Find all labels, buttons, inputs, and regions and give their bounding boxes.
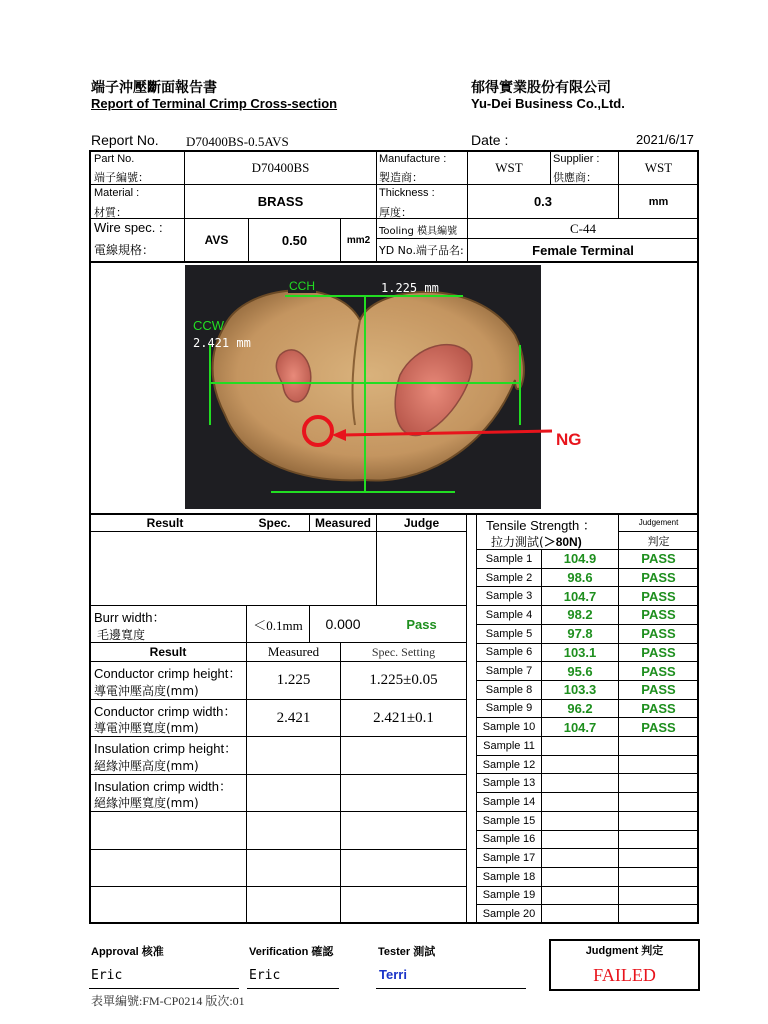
sample-judge (619, 849, 698, 867)
supplier-value: WST (644, 159, 673, 175)
part-no-value: D70400BS (251, 159, 310, 175)
sample-divider (477, 755, 698, 756)
sample-name: Sample 3 (485, 590, 533, 603)
sample-name: Sample 19 (482, 889, 536, 902)
judge-header: Judge (403, 515, 440, 530)
approval-value: Eric (91, 968, 123, 983)
company-cn: 郁得實業股份有限公司 (471, 80, 611, 96)
sample-name: Sample 5 (485, 627, 533, 640)
title-cn: 端子沖壓斷面報告書 (91, 80, 217, 96)
yd-no-value: Female Terminal (532, 242, 634, 258)
sample-name: Sample 10 (482, 721, 536, 734)
sample-divider (477, 605, 698, 606)
crimp-row-cn: 絕緣沖壓高度(mm) (94, 759, 199, 773)
manufacture-value: WST (495, 159, 523, 175)
sample-divider (477, 811, 698, 812)
ccw-label: CCW (193, 318, 225, 333)
crimp-cross-section-image (185, 265, 541, 509)
sample-judge: PASS (641, 682, 676, 698)
sample-judge (619, 831, 698, 849)
crimp-row-cn: 導電沖壓寬度(mm) (94, 721, 199, 735)
sample-divider (477, 568, 698, 569)
sample-judge: PASS (641, 700, 676, 716)
sample-divider (477, 736, 698, 737)
sample-value (542, 849, 618, 867)
thickness-value: 0.3 (533, 194, 553, 209)
sample-divider (477, 904, 698, 905)
supplier-cn: 供應商： (553, 171, 597, 184)
crimp-row-measured: 1.225 (276, 672, 311, 688)
sample-value (542, 887, 618, 905)
sample-name: Sample 12 (482, 758, 536, 771)
crimp-row-cn: 導電沖壓高度(mm) (94, 684, 199, 698)
sample-value (542, 737, 618, 755)
sample-divider (477, 886, 698, 887)
crimp-row-spec: 2.421±0.1 (373, 709, 434, 726)
sample-name: Sample 13 (482, 777, 536, 790)
wire-size: 0.50 (281, 232, 308, 248)
form-number: 表單編號:FM-CP0214 版次:01 (91, 994, 245, 1008)
manufacture-label: Manufacture : (379, 153, 447, 165)
sample-judge: PASS (641, 607, 676, 623)
tensile-title-cn-text: 拉力測試( (491, 535, 544, 549)
sample-name: Sample 20 (482, 908, 536, 921)
sample-judge (619, 756, 698, 774)
judgment-label: Judgment 判定 (585, 945, 664, 957)
judgement-header: Judgement (638, 518, 679, 527)
result-header: Result (146, 515, 184, 530)
material-label: Material : (94, 187, 140, 199)
report-no-label: Report No. (91, 132, 159, 148)
sample-judge (619, 812, 698, 830)
tensile-title: Tensile Strength ： (486, 518, 596, 533)
sample-value: 103.3 (563, 682, 597, 698)
sample-name: Sample 11 (483, 739, 535, 752)
sample-divider (477, 643, 698, 644)
sample-value (542, 756, 618, 774)
sample-divider (477, 830, 698, 831)
sample-value: 97.8 (567, 626, 593, 642)
sample-value: 104.9 (563, 551, 597, 567)
sample-divider (477, 792, 698, 793)
tester-value: Terri (379, 967, 407, 982)
measured-header: Measured (314, 515, 372, 530)
sample-name: Sample 8 (485, 683, 533, 696)
sample-judge (619, 887, 698, 905)
crimp-row-spec (341, 737, 466, 774)
sample-name: Sample 18 (482, 870, 536, 883)
burr-width-label: Burr width： (94, 610, 166, 625)
crimp-row-label: Conductor crimp width： (94, 704, 237, 719)
crimp-row-label: Insulation crimp width： (94, 779, 232, 794)
approval-label: Approval 核准 (91, 946, 164, 958)
material-value: BRASS (257, 194, 304, 209)
sample-name: Sample 14 (482, 795, 536, 808)
report-no-value: D70400BS-0.5AVS (186, 134, 289, 149)
sample-value (542, 905, 618, 923)
sample-divider (477, 586, 698, 587)
sample-divider (477, 773, 698, 774)
sample-value: 104.7 (563, 588, 597, 604)
ng-arrow-icon (330, 422, 554, 448)
sample-value (542, 868, 618, 886)
sample-name: Sample 17 (482, 852, 536, 865)
sample-divider (477, 680, 698, 681)
sample-name: Sample 15 (482, 814, 536, 827)
tooling-value: C-44 (570, 220, 596, 236)
judgment-value: FAILED (593, 965, 656, 985)
sample-judge: PASS (641, 719, 676, 735)
tensile-requirement: ＞80N) (543, 535, 582, 549)
spec-header: Spec. (258, 515, 291, 530)
sample-judge (619, 737, 698, 755)
burr-spec: ＜0.1mm (253, 617, 303, 633)
sample-judge: PASS (641, 551, 676, 567)
sample-judge: PASS (641, 663, 676, 679)
sample-judge: PASS (641, 570, 676, 586)
judgement-header-cn: 判定 (647, 534, 670, 548)
sample-judge (619, 793, 698, 811)
tester-label: Tester 測試 (378, 946, 436, 958)
part-no-label: Part No. (94, 153, 135, 165)
sample-value: 98.6 (567, 570, 593, 586)
sample-value: 104.7 (563, 719, 597, 735)
sample-name: Sample 16 (482, 833, 536, 846)
sample-name: Sample 1 (485, 552, 533, 565)
burr-judge: Pass (406, 616, 437, 632)
sample-name: Sample 2 (485, 571, 533, 584)
sample-value: 103.1 (563, 644, 597, 660)
sample-divider (477, 848, 698, 849)
burr-measured: 0.000 (325, 616, 361, 632)
sample-divider (477, 867, 698, 868)
title-en: Report of Terminal Crimp Cross-section (91, 96, 338, 111)
date-value: 2021/6/17 (636, 132, 694, 147)
ng-label: NG (556, 430, 582, 449)
sample-value (542, 774, 618, 792)
spec-setting-header: Spec. Setting (371, 644, 436, 659)
thickness-label: Thickness : (379, 187, 435, 199)
sample-value (542, 793, 618, 811)
crimp-row-label: Insulation crimp height： (94, 741, 238, 756)
burr-width-cn: 毛邊寬度 (97, 628, 146, 642)
part-no-cn: 端子編號： (94, 171, 149, 184)
crimp-row-measured (247, 775, 340, 811)
ccw-value: 2.421 mm (193, 336, 251, 350)
wire-spec-cn: 電線規格： (94, 243, 155, 257)
sample-value (542, 831, 618, 849)
sample-name: Sample 4 (485, 608, 533, 621)
sample-judge: PASS (641, 626, 676, 642)
verification-label: Verification 確認 (249, 946, 334, 958)
manufacture-cn: 製造商： (379, 171, 423, 184)
crimp-row-measured: 2.421 (276, 709, 311, 726)
wire-type: AVS (204, 233, 229, 247)
sample-value: 98.2 (567, 607, 593, 623)
measured2-header: Measured (267, 644, 320, 659)
sample-divider (477, 699, 698, 700)
sample-judge: PASS (641, 588, 676, 604)
tooling-label: Tooling 模具編號 (379, 226, 458, 237)
sample-name: Sample 6 (485, 646, 533, 659)
verification-value: Eric (249, 968, 281, 983)
date-label: Date : (471, 132, 509, 148)
thickness-unit: mm (648, 195, 669, 208)
sample-judge (619, 905, 698, 923)
sample-judge (619, 774, 698, 792)
thickness-cn: 厚度： (379, 206, 412, 219)
crimp-row-spec (341, 775, 466, 811)
wire-unit: mm2 (346, 234, 371, 246)
result2-header: Result (149, 645, 187, 659)
cross-section-photo (185, 265, 541, 509)
cch-value: 1.225 mm (381, 281, 439, 295)
crimp-row-spec: 1.225±0.05 (369, 672, 438, 688)
sample-value (542, 812, 618, 830)
tensile-title-cn (491, 533, 582, 550)
yd-no-label: YD No.端子品名: (379, 244, 464, 257)
sample-judge: PASS (641, 644, 676, 660)
supplier-label: Supplier : (553, 153, 600, 165)
wire-spec-label: Wire spec. : (94, 220, 163, 235)
sample-value: 95.6 (567, 663, 593, 679)
sample-divider (477, 661, 698, 662)
company-en: Yu-Dei Business Co.,Ltd. (471, 96, 625, 111)
sample-name: Sample 7 (485, 665, 533, 678)
sample-divider (477, 717, 698, 718)
sample-judge (619, 868, 698, 886)
crimp-row-measured (247, 737, 340, 774)
sample-value: 96.2 (567, 700, 593, 716)
sample-name: Sample 9 (485, 702, 533, 715)
crimp-row-label: Conductor crimp height： (94, 666, 242, 681)
crimp-row-cn: 絕緣沖壓寬度(mm) (94, 796, 199, 810)
cch-label: CCH (289, 279, 315, 293)
material-cn: 材質： (94, 206, 127, 219)
sample-divider (477, 624, 698, 625)
